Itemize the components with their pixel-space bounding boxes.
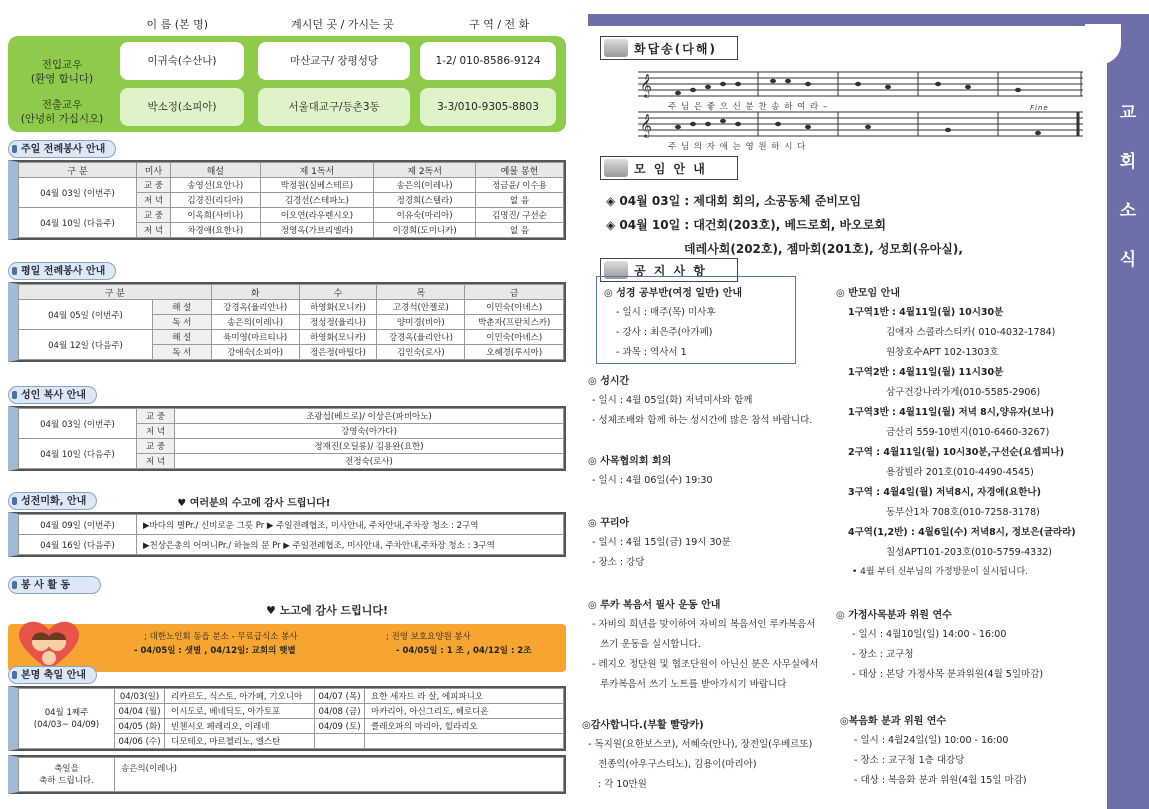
ban-title: ◎ 반모임 안내 [836, 288, 900, 299]
table-row [19, 535, 564, 555]
holy-hour-line: - 성체조배와 함께 하는 성시간에 많은 참석 바랍니다. [592, 415, 813, 426]
row-date: 04월 10일 (다음주) [19, 208, 137, 238]
out-place: 서울대교구/등촌3동 [258, 88, 410, 126]
table-row [19, 689, 564, 704]
th-fri: 금 [465, 285, 564, 300]
pastoral-title: ◎ 사목협의회 회의 [588, 456, 672, 467]
adult-server-section [8, 386, 566, 471]
svg-text:𝄞: 𝄞 [640, 73, 652, 97]
cell: 하영화(모니카) [299, 330, 377, 345]
feast-day-table [8, 686, 566, 751]
row-date: 04월 10일 (다음주) [19, 439, 137, 469]
ban-line: 용잠빌라 201호(010-4490-4545) [886, 467, 1034, 478]
ban-line: 1구역2반 : 4월11일(월) 11시30분 [848, 367, 1004, 378]
cell: 박정원(실베스테르) [260, 178, 374, 193]
cell: 정금윤/ 이수용 [475, 178, 563, 193]
service-right1: ; 진영 보호요양원 봉사 [386, 632, 471, 642]
row-mass: 저 녁 [137, 454, 175, 469]
family-title: ◎ 가정사목분과 위원 연수 [836, 610, 952, 621]
feast-names: 이시도로, 베네딕도, 아가토포 [165, 704, 315, 719]
svg-text:𝄞: 𝄞 [640, 113, 652, 137]
sidebar [1107, 14, 1149, 809]
cell: 송은의(이레나) [374, 178, 476, 193]
luke-line: - 레지오 정단원 및 협조단원이 아닌신 분은 사무실에서 [592, 659, 819, 670]
cell: 없 음 [475, 193, 563, 208]
feast-date: 04/03(일) [115, 689, 165, 704]
ban-line: 삼구건강나라가게(010-5585-2906) [886, 387, 1041, 398]
feast-names [365, 734, 564, 749]
row-mass: 교 중 [137, 208, 171, 223]
feast-date: 04/07 (목) [315, 689, 365, 704]
row-mass: 저 녁 [137, 424, 175, 439]
cell: 없 음 [475, 223, 563, 238]
th-reading1: 제 1독서 [260, 163, 374, 178]
transfer-header [120, 14, 566, 34]
adult-server-title: 성인 복사 안내 [8, 386, 97, 404]
holy-hour-title: ◎ 성시간 [588, 376, 630, 387]
cell: 양미경(비아) [377, 315, 465, 330]
meeting-1: ◈ 04월 03일 : 제대회 회의, 소공동체 준비모임 [606, 194, 862, 208]
cell: 박춘자(프란치스카) [465, 315, 564, 330]
table-row [19, 330, 564, 345]
fine-mark: Fine [1030, 104, 1049, 112]
cell: 정영옥(가브리엘라) [260, 223, 374, 238]
feast-names: 빈첸시오 페레리오, 이레네 [165, 719, 315, 734]
row-date: 04월 03일 (이번주) [19, 178, 137, 208]
music-notes-icon [638, 70, 1083, 98]
th-category: 구 분 [19, 163, 137, 178]
table-row [19, 409, 564, 424]
weekday-liturgy-table [8, 282, 566, 362]
curia-line: - 장소 : 강당 [592, 557, 645, 568]
gospel-line: - 대상 : 복음화 분과 위원(4월 15일 마감) [854, 775, 1027, 786]
row-mass: 저 녁 [137, 193, 171, 208]
in-place: 마산교구/ 장평성당 [258, 42, 410, 80]
feast-date: 04/08 (금) [315, 704, 365, 719]
cell: 이오연(라우렌시오) [260, 208, 374, 223]
side-title-char: 식 [1119, 250, 1137, 270]
thanks-line: - 독지원(요한보스코), 서혜숙(안나), 장전일(우베르또) [588, 739, 813, 750]
side-title-char: 교 [1119, 103, 1137, 123]
cell: 송영선(요안나) [171, 178, 261, 193]
gospel-line: - 장소 : 교구청 1층 대강당 [854, 755, 965, 766]
row-date: 04월 12일 (다음주) [19, 330, 153, 360]
cell: 오혜경(루시아) [465, 345, 564, 360]
portrait-icon [604, 39, 628, 57]
cell: 고경석(안젤로) [377, 300, 465, 315]
feast-date: 04/06 (수) [115, 734, 165, 749]
service-left2: - 04/05일 : 샛별 , 04/12일: 교회의 햇볕 [134, 646, 296, 656]
cell: 차경애(요한나) [171, 223, 261, 238]
sunday-liturgy-title: 주일 전례봉사 안내 [8, 140, 116, 158]
table-row [19, 178, 564, 193]
thanks-line: 전종익(아우구스티노), 김용이(마리아) [598, 759, 757, 770]
row-date: 04월 09일 (이번주) [19, 515, 137, 535]
feast-week: 04월 1째주 (04/03~ 04/09) [19, 689, 115, 749]
hymn-title-box [600, 36, 738, 60]
cell: 이유숙(마리아) [374, 208, 476, 223]
cell: 강경옥(율리안나) [211, 300, 299, 315]
family-line: - 장소 : 교구청 [852, 649, 914, 660]
service-title: 봉 사 활 동 [8, 576, 101, 594]
ban-line: 금산리 559-10번지(010-6460-3267) [886, 427, 1050, 438]
thanks-line: : 각 10만원 [598, 779, 647, 790]
lyric-line-1: 주 님 은 좋 으 신 분 찬 송 하 여 라 – [668, 102, 829, 112]
bible-title: ◎ 성경 공부반(여정 일반) 안내 [604, 288, 743, 299]
table-row [19, 300, 564, 315]
feast-day-title: 본명 축일 안내 [8, 666, 97, 684]
row-date: 04월 05일 (이번주) [19, 300, 153, 330]
col-phone-header: 구 역 / 전 화 [469, 18, 530, 31]
family-line: - 일시 : 4월10일(일) 14:00 - 16:00 [852, 629, 1007, 640]
ban-line: • 4월 부터 신부님의 가정방문이 실시됩니다. [852, 567, 1028, 577]
cell: 정재진(오딜롱)/ 김용완(요한) [175, 439, 564, 454]
out-name: 박소정(소피아) [120, 88, 244, 126]
meeting-3: 데레사회(202호), 젬마회(201호), 성모회(유아실), [684, 242, 963, 256]
cell: 정경희(스텔라) [374, 193, 476, 208]
bible-line: - 강사 : 최은주(아가페) [616, 327, 713, 338]
music-notes-icon [638, 110, 1083, 138]
sunday-liturgy-table [8, 160, 566, 240]
top-bar [588, 14, 1108, 26]
heart-family-icon [14, 616, 84, 672]
sunday-liturgy-section [8, 140, 566, 240]
left-page [8, 14, 566, 786]
row-mass: 교 중 [137, 439, 175, 454]
service-banner [8, 624, 566, 672]
cell: 전정숙(로사) [175, 454, 564, 469]
luke-title: ◎ 루카 복음서 필사 운동 안내 [588, 600, 721, 611]
cell: 이민숙(아녜스) [465, 300, 564, 315]
feast-names: 리카르도, 식스토, 아가페, 기오니아 [165, 689, 315, 704]
th-tue: 화 [211, 285, 299, 300]
meeting-2: ◈ 04월 10일 : 대건회(203호), 베드로회, 바오로회 [606, 218, 886, 232]
row-role: 해 설 [153, 300, 212, 315]
congrats-names: 송은의(이레나) [115, 758, 564, 792]
luke-line: - 자비의 희년을 맞이하여 자비의 복음서인 루카복음서 [592, 619, 816, 630]
gospel-title: ◎복음화 분과 위원 연수 [840, 716, 947, 727]
right-page [582, 14, 1149, 809]
transfer-box [8, 36, 566, 132]
row-mass: 교 중 [137, 409, 175, 424]
ban-line: 원창호수APT 102-1303호 [886, 347, 999, 358]
service-right2: - 04/05일 : 1 조 , 04/12일 : 2조 [396, 646, 532, 656]
church-beautify-title: 성전미화, 안내 [8, 492, 97, 510]
row-mass: 교 중 [137, 178, 171, 193]
table-row [19, 515, 564, 535]
service-section [8, 576, 566, 672]
th-thu: 목 [377, 285, 465, 300]
portrait-icon [604, 159, 628, 177]
row-role: 독 서 [153, 315, 212, 330]
corner-curl [1085, 24, 1121, 64]
th-category: 구 분 [19, 285, 212, 300]
congrats-table [8, 755, 566, 794]
in-name: 이귀숙(수산나) [120, 42, 244, 80]
ban-line: 김애자 스콜라스티카( 010-4032-1784) [886, 327, 1056, 338]
thanks-title: ◎감사합니다.(부활 빨랑카) [582, 720, 704, 731]
feast-names: 마카리아, 아신그리도, 헤로디온 [365, 704, 564, 719]
cell: 김명진/ 구선순 [475, 208, 563, 223]
table-row [19, 758, 564, 792]
cell: 조광섭(베드로)/ 이상은(파비아노) [175, 409, 564, 424]
cell: 김경선(스테파노) [260, 193, 374, 208]
congrats-label: 축일을 축하 드립니다. [19, 758, 115, 792]
th-wed: 수 [299, 285, 377, 300]
th-reading2: 제 2독서 [374, 163, 476, 178]
meeting-title: 모 임 안 내 [634, 161, 707, 176]
in-phone: 1-2/ 010-8586-9124 [420, 42, 556, 80]
luke-line: 루카복음서 쓰기 노트를 받아가시기 바랍니다 [600, 679, 787, 690]
church-beautify-table [8, 512, 566, 557]
side-title [1113, 98, 1143, 270]
feast-names: 클레오파의 마리아, 힐라리오 [365, 719, 564, 734]
cell: 송은의(이레나) [211, 315, 299, 330]
out-label: 전출교우 (안녕히 가십시오) [20, 99, 104, 125]
row-role: 해 설 [153, 330, 212, 345]
table-row [19, 439, 564, 454]
th-commentary: 해설 [171, 163, 261, 178]
cell: 정은정(마틸다) [299, 345, 377, 360]
cell: 정성정(율리나) [299, 315, 377, 330]
ban-line: 칠성APT101-203호(010-5759-4332) [886, 547, 1053, 558]
cell: ▶천상은총의 어머니Pr./ 하늘의 문 Pr ▶ 주일전례협조, 미사안내, 주차안내,주차장 청소 : 3구역 [137, 535, 564, 555]
pastoral-line: - 일시 : 4월 06일(수) 19:30 [592, 475, 713, 486]
luke-line: 쓰기 운동을 실시합니다. [600, 639, 701, 650]
weekday-liturgy-title: 평일 전례봉사 안내 [8, 262, 116, 280]
adult-server-table [8, 406, 566, 471]
ban-line: 1구역3반 : 4월11일(월) 저녁 8시,양유자(보나) [848, 407, 1055, 418]
cell: 강영숙(아가다) [175, 424, 564, 439]
feast-date [315, 734, 365, 749]
curia-line: - 일시 : 4월 15일(금) 19시 30분 [592, 537, 731, 548]
church-beautify-section [8, 492, 566, 557]
cell: ▶바다의 별Pr./ 신비로운 그릇 Pr ▶ 주일전례협조, 미사안내, 주차안내,주차장 청소 : 2구역 [137, 515, 564, 535]
feast-date: 04/09 (토) [315, 719, 365, 734]
ban-line: 1구역1반 : 4월11일(월) 10시30분 [848, 307, 1004, 318]
holy-hour-line: - 일시 : 4월 05일(화) 저녁미사와 함께 [592, 395, 753, 406]
bible-line: - 일시 : 매주(목) 미사후 [616, 307, 716, 318]
th-offering: 예물 봉헌 [475, 163, 563, 178]
cell: 육미영(마르티나) [211, 330, 299, 345]
side-title-char: 회 [1119, 152, 1137, 172]
cell: 하영화(모니카) [299, 300, 377, 315]
service-thanks: ♥ 노고에 감사 드립니다! [266, 604, 388, 617]
feast-names: 요한 세자드 라 살, 에피파니오 [365, 689, 564, 704]
cell: 이경희(도미니카) [374, 223, 476, 238]
weekday-liturgy-section [8, 262, 566, 362]
gospel-line: - 일시 : 4월24일(일) 10:00 - 16:00 [854, 735, 1009, 746]
meeting-title-box [600, 156, 738, 180]
family-line: - 대상 : 본당 가정사목 분과위원(4월 5일마감) [852, 669, 1044, 680]
bible-line: - 과목 : 역사서 1 [616, 347, 687, 358]
table-row [19, 208, 564, 223]
feast-date: 04/05 (화) [115, 719, 165, 734]
cell: 강애숙(소피아) [211, 345, 299, 360]
row-date: 04월 03일 (이번주) [19, 409, 137, 439]
row-date: 04월 16일 (다음주) [19, 535, 137, 555]
th-mass: 미사 [137, 163, 171, 178]
service-left1: ; 대한노인회 동읍 분소 - 무료급식소 봉사 [144, 632, 298, 642]
feast-names: 디모테오, 마르첼리노, 엘스탄 [165, 734, 315, 749]
notice-title: 공 지 사 항 [634, 263, 707, 278]
cell: 강경옥(율리안나) [377, 330, 465, 345]
curia-title: ◎ 꾸리아 [588, 518, 630, 529]
ban-line: 동부산1차 708호(010-7258-3178) [886, 507, 1040, 518]
ban-line: 3구역 : 4월4일(월) 저녁8시, 자경애(요한나) [848, 487, 1041, 498]
ban-line: 2구역 : 4월11일(월) 10시30분,구선순(요셉피나) [848, 447, 1065, 458]
feast-date: 04/04 (월) [115, 704, 165, 719]
hymn-title: 화답송(다해) [634, 41, 717, 56]
in-label: 전입교우 (환영 합니다) [30, 59, 94, 85]
feast-day-section [8, 666, 566, 794]
side-title-char: 소 [1119, 201, 1137, 221]
cell: 이옥희(사비나) [171, 208, 261, 223]
row-mass: 저 녁 [137, 223, 171, 238]
row-role: 독 서 [153, 345, 212, 360]
out-phone: 3-3/010-9305-8803 [420, 88, 556, 126]
cell: 이민숙(아녜스) [465, 330, 564, 345]
ban-line: 4구역(1,2반) : 4월6일(수) 저녁8시, 정보은(글라라) [848, 527, 1076, 538]
cell: 김인숙(로사) [377, 345, 465, 360]
col-name-header: 이 름 (본 명) [146, 18, 209, 31]
lyric-line-2: 주 님 의 자 애 는 영 원 하 시 다 [668, 142, 807, 152]
church-beautify-thanks: ♥ 여러분의 수고에 감사 드립니다! [177, 497, 331, 509]
col-place-header: 계시던 곳 / 가시는 곳 [291, 18, 394, 31]
cell: 김경진(리디아) [171, 193, 261, 208]
